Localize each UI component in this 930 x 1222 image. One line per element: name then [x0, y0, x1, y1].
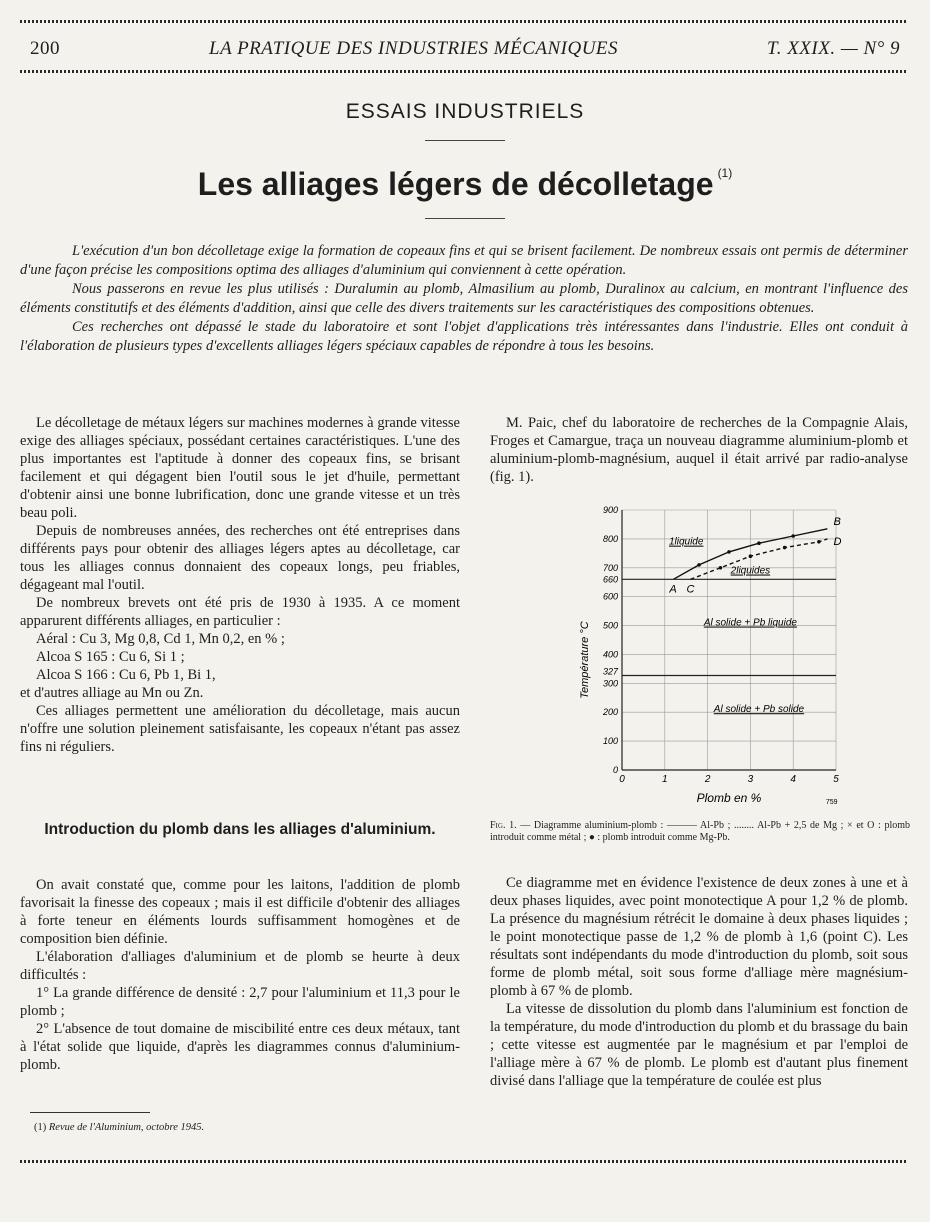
section-heading: ESSAIS INDUSTRIELS — [345, 100, 585, 123]
data-point — [749, 554, 753, 558]
bottom-dotted-rule — [20, 1160, 908, 1163]
subsection-heading: Introduction du plomb dans les alliages d'aluminium. — [44, 821, 436, 838]
alloy-item: Alcoa S 166 : Cu 6, Pb 1, Bi 1, — [36, 667, 216, 683]
body-paragraph: et d'autres alliage au Mn ou Zn. — [20, 685, 204, 701]
right-column-body — [490, 874, 908, 1090]
point-label: A — [669, 583, 677, 596]
y-special-tick-label: 660 — [602, 574, 618, 585]
body-paragraph: Ces alliages permettent une amélioration du décolletage, mais aucun n'offre une solution pleinement satisfaisante, les copeaux n'étant pas assez fins ni réguliers. — [20, 703, 460, 755]
y-tick-label: 300 — [602, 678, 618, 689]
y-tick-label: 200 — [602, 707, 618, 718]
alloy-item: Aéral : Cu 3, Mg 0,8, Cd 1, Mn 0,2, en % ; — [36, 631, 285, 647]
data-point — [697, 563, 701, 567]
figure-caption — [490, 820, 910, 844]
region-label: 2liquides — [730, 565, 771, 577]
footnote — [34, 1122, 204, 1133]
y-tick-label: 700 — [602, 562, 618, 573]
data-point — [783, 546, 787, 550]
body-paragraph: La vitesse de dissolution du plomb dans l'aluminium est fonction de la température, du mode d'introduction du plomb et du brassage du bain ; cette vitesse est augmentée par le magnésium et par l'emploi de l'alliage mère à 67 % de plomb. Le plomb est d'autant plus finement divisé dans l'alliage que la température de coulée est plus — [490, 1001, 908, 1089]
x-tick-label: 0 — [619, 774, 625, 785]
body-paragraph: L'élaboration d'alliages d'aluminium et de plomb se heurte à deux difficultés : — [20, 949, 460, 983]
left-column-intro — [20, 414, 460, 756]
y-special-tick-label: 327 — [602, 666, 618, 677]
point-label: B — [833, 515, 841, 528]
section-rule — [425, 140, 505, 141]
x-tick-label: 2 — [704, 774, 711, 785]
y-tick-label: 400 — [602, 649, 618, 660]
y-tick-label: 800 — [602, 533, 618, 544]
volume-number: T. XXIX. — N° 9 — [767, 38, 900, 59]
x-tick-label: 4 — [790, 774, 796, 785]
abstract-paragraph: Nous passerons en revue les plus utilisés : Duralumin au plomb, Almasilium au plomb, Duralinox au calcium, en montrant l'influence des éléments constitutifs et des éléments d'addition, ainsi que celle des divers traitements sur les caractéristiques des compositions obtenues. — [20, 281, 908, 316]
journal-title: LA PRATIQUE DES INDUSTRIES MÉCANIQUES — [209, 38, 619, 59]
abstract-paragraph: Ces recherches ont dépassé le stade du laboratoire et sont l'objet d'applications très intéressantes dans l'industrie. Elles ont conduit à l'élaboration de plusieurs types d'excellents alliages légers spéciaux capables de répondre à tous les besoins. — [20, 319, 908, 354]
title-footnote-mark: (1) — [717, 166, 733, 180]
footnote-mark: (1) — [34, 1122, 47, 1133]
right-column-intro — [490, 414, 908, 486]
y-axis-label: Température °C — [579, 621, 591, 699]
phase-diagram — [560, 498, 860, 813]
top-dotted-rule — [20, 20, 908, 23]
body-paragraph: Ce diagramme met en évidence l'existence de deux zones à une et à deux phases liquides, avec point monotectique A pour 1,2 % de plomb. La présence du magnésium rétrécit le domaine à deux phases liquides ; le point monotectique passe de 1,2 % de plomb à 1,6 (point C). Les résultats sont indépendants du mode d'introduction du plomb, soit sous forme de plomb métal, soit sous forme d'alliage mère magnésium-plomb à 67 % de plomb. — [490, 875, 908, 999]
abstract-paragraph: L'exécution d'un bon décolletage exige la formation de copeaux fins et qui se brisent facilement. De nombreux essais ont permis de déterminer d'une façon précise les compositions optima des alliages d'aluminium qui conviennent à cette opération. — [20, 243, 908, 278]
body-paragraph: De nombreux brevets ont été pris de 1930 à 1935. A ce moment apparurent différents alliages, en particulier : — [20, 595, 460, 629]
point-label: D — [833, 535, 842, 548]
body-paragraph: On avait constaté que, comme pour les laitons, l'addition de plomb favorisait la finesse des copeaux ; mais il est difficile d'obtenir des alliages à forte teneur en éléments lourds suffisamment homogènes et de composition bien définie. — [20, 877, 460, 947]
y-tick-label: 900 — [602, 505, 618, 515]
x-axis-label: Plomb en % — [696, 791, 762, 805]
y-tick-label: 0 — [612, 765, 618, 775]
x-tick-label: 3 — [747, 774, 754, 785]
figure-label: Fig. 1. — [490, 820, 517, 831]
left-column-lead — [20, 876, 460, 1074]
footnote-source: Revue de l'Aluminium, octobre 1945. — [48, 1122, 205, 1133]
footnote-rule — [30, 1112, 150, 1113]
y-tick-label: 600 — [602, 591, 618, 602]
x-special-tick-label: 759 — [825, 799, 838, 806]
y-tick-label: 500 — [602, 620, 618, 631]
header-dotted-rule — [20, 70, 908, 73]
body-paragraph: 2° L'absence de tout domaine de miscibilité entre ces deux métaux, tant à l'état solide que liquide, d'après les diagrammes connus d'aluminium-plomb. — [20, 1021, 460, 1073]
data-point — [727, 550, 731, 554]
point-label: C — [686, 583, 695, 596]
body-paragraph: Depuis de nombreuses années, des recherches ont été entreprises dans différents pays pour obtenir des alliages légers aptes au décolletage, car tous les alliages connus donnaient des copeaux longs, peu friables, dégageant mal l'outil. — [20, 523, 460, 593]
data-point — [817, 540, 821, 544]
title-rule — [425, 218, 505, 219]
page-number: 200 — [30, 38, 60, 59]
y-tick-label: 100 — [602, 736, 618, 747]
body-paragraph: M. Paic, chef du laboratoire de recherches de la Compagnie Alais, Froges et Camargue, traça un nouveau diagramme aluminium-plomb et aluminium-plomb-magnésium, auquel il était arrivé par radio-analyse (fig. 1). — [490, 415, 908, 485]
x-tick-label: 1 — [662, 774, 668, 785]
running-header — [30, 38, 900, 60]
article-title-text: Les alliages légers de décolletage — [197, 166, 714, 202]
region-label: 1liquide — [668, 536, 704, 548]
data-point — [757, 541, 761, 545]
data-point — [791, 534, 795, 538]
region-label: Al solide + Pb solide — [713, 704, 805, 716]
alloy-item: Alcoa S 165 : Cu 6, Si 1 ; — [36, 649, 185, 665]
x-tick-label: 5 — [833, 774, 839, 785]
data-point — [719, 566, 723, 570]
abstract — [20, 242, 908, 356]
article-title — [0, 166, 930, 203]
figure-caption-text: — Diagramme aluminium-plomb : ——— Al-Pb ; ........ Al-Pb + 2,5 de Mg ; × et O : plomb introduit comme métal ; ● : plomb introduit comme Mg-Pb. — [490, 820, 910, 843]
region-label: Al solide + Pb liquide — [703, 617, 797, 629]
body-paragraph: Le décolletage de métaux légers sur machines modernes à grande vitesse exige des alliages spéciaux, possédant certaines caractéristiques. L'une des plus importantes est l'aptitude à donner des copeaux fins, se brisant facilement et qui dégagent bien l'outil sous le jet d'huile, permettant d'obtenir ainsi une bonne lubrification, donc une grande vitesse et un très beau poli. — [20, 415, 460, 521]
body-paragraph: 1° La grande différence de densité : 2,7 pour l'aluminium et 11,3 pour le plomb ; — [20, 985, 460, 1019]
